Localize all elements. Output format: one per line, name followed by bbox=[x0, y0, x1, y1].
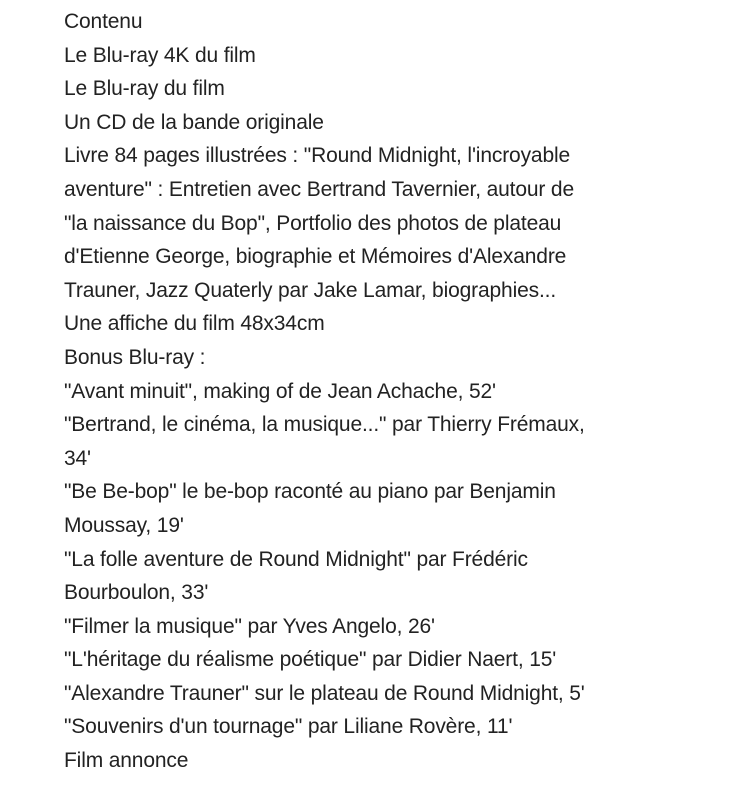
bonus-line: 34' bbox=[64, 446, 91, 470]
content-line: Le Blu-ray du film bbox=[64, 77, 225, 101]
content-line: Une affiche du film 48x34cm bbox=[64, 312, 325, 336]
bonus-line: "Alexandre Trauner" sur le plateau de Round Midnight, 5' bbox=[64, 681, 585, 705]
content-line: "la naissance du Bop", Portfolio des photos de plateau bbox=[64, 211, 562, 235]
contents-text-block bbox=[64, 5, 724, 778]
content-line: Un CD de la bande originale bbox=[64, 110, 324, 134]
bonus-line: "La folle aventure de Round Midnight" par Frédéric bbox=[64, 547, 528, 571]
content-line: Le Blu-ray 4K du film bbox=[64, 43, 256, 67]
content-line: Livre 84 pages illustrées : "Round Midnight, l'incroyable bbox=[64, 144, 571, 168]
content-line: d'Etienne George, biographie et Mémoires d'Alexandre bbox=[64, 245, 567, 269]
content-line: aventure" : Entretien avec Bertrand Tavernier, autour de bbox=[64, 177, 574, 201]
bonus-line: "Bertrand, le cinéma, la musique..." par Thierry Frémaux, bbox=[64, 413, 585, 437]
bonus-line: "Filmer la musique" par Yves Angelo, 26' bbox=[64, 614, 435, 638]
bonus-line: Moussay, 19' bbox=[64, 513, 184, 537]
bonus-heading: Bonus Blu-ray : bbox=[64, 345, 206, 369]
contents-heading: Contenu bbox=[64, 10, 143, 33]
bonus-line: Film annonce bbox=[64, 749, 189, 773]
bonus-line: "Souvenirs d'un tournage" par Liliane Rovère, 11' bbox=[64, 715, 513, 739]
content-line: Trauner, Jazz Quaterly par Jake Lamar, biographies... bbox=[64, 278, 557, 302]
bonus-line: Bourboulon, 33' bbox=[64, 581, 209, 605]
bonus-line: "L'héritage du réalisme poétique" par Didier Naert, 15' bbox=[64, 648, 557, 672]
bonus-line: "Avant minuit", making of de Jean Achache, 52' bbox=[64, 379, 496, 403]
bonus-line: "Be Be-bop" le be-bop raconté au piano par Benjamin bbox=[64, 480, 556, 504]
